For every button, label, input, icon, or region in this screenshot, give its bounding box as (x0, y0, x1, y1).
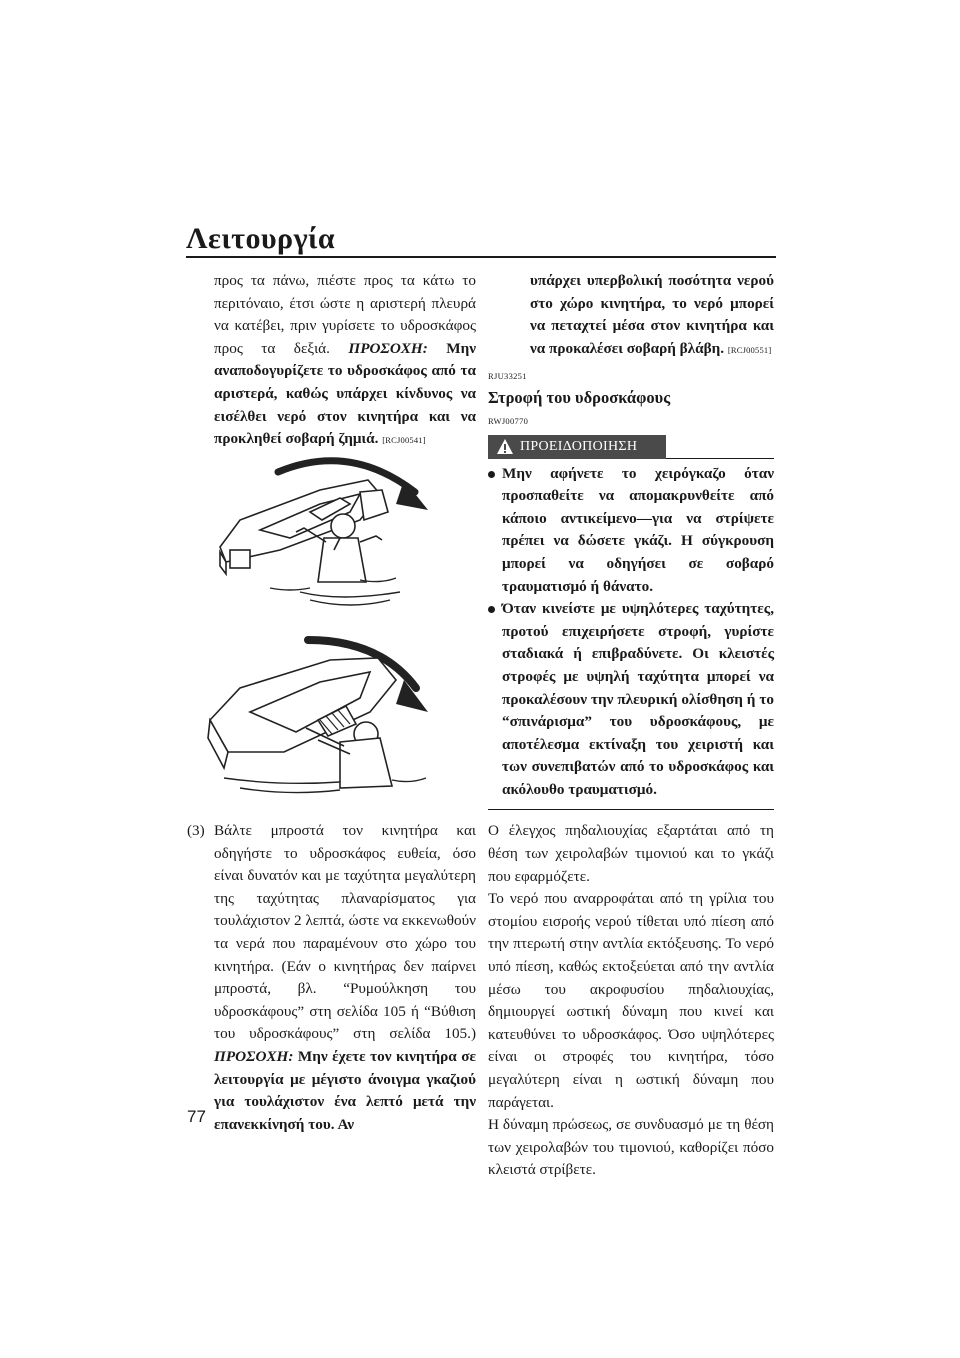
warning-code: RWJ00770 (488, 415, 529, 426)
paragraph-capsize (214, 270, 476, 452)
caution-label: ΠΡΟΣΟΧΗ: (214, 1047, 294, 1065)
page-title: Λειτουργία (186, 222, 336, 255)
caution-continuation-text: υπάρχει υπερβολική ποσότητα νερού στο χώρο κινητήρα, το νερό μπορεί να πεταχτεί μέσα στον κινητήρα και να προκαλέσει σοβαρή βλάβη. (530, 272, 774, 357)
step-number: (3) (187, 822, 205, 839)
step-normal-text: Βάλτε μπροστά τον κινητήρα και οδηγήστε το υδροσκάφος ευθεία, όσο είναι δυνατόν και με ταχύτητα μεγαλύτερη της ταχύτητας πλαναρίσματος για τουλάχιστον 2 λεπτά, ώστε να εκκενωθούν τα νερά που παραμένουν στο χώρο του κινητήρα. (Εάν ο κινητήρας δεν παίρνει μπροστά, βλ. “Ρυμούλκηση του υδροσκάφους” στη σελίδα 105 ή “Βύθιση του υδροσκάφους” στη σελίδα 105.) (214, 822, 476, 1043)
caution-text: Μην έχετε τον κινητήρα σε λειτουργία με μέγιστο άνοιγμα γκαζιού για τουλάχιστον ένα λεπτό μετά την επανεκκίνησή του. Αν (214, 1047, 476, 1133)
left-column-text (214, 270, 476, 452)
paragraph-normal-text: προς τα πάνω, πιέστε προς τα κάτω το περιτόναιο, έτσι ώστε η αριστερή πλευρά να κατέβει, πριν γυρίσετε το υδροσκάφος προς τα δεξιά. (214, 272, 476, 357)
reference-code: [RCJ00551] (727, 344, 772, 355)
warning-label: ΠΡΟΕΙΔΟΠΟΙΗΣΗ (520, 438, 638, 454)
warning-rule (666, 458, 774, 459)
warning-end-rule (488, 809, 774, 810)
warning-list (488, 463, 774, 802)
warning-triangle-icon (496, 438, 514, 455)
caution-text: Μην αναποδογυρίζετε το υδροσκάφος από τα αριστερά, καθώς υπάρχει κίνδυνος να εισέλθει νερό στον κινητήρα και να προκληθεί σοβαρή ζημιά. (214, 339, 476, 448)
right-column-text (488, 270, 774, 1182)
caution-label: ΠΡΟΣΟΧΗ: (348, 339, 428, 357)
reference-code: [RCJ00541] (382, 435, 426, 446)
warning-header (488, 435, 774, 459)
illustration-righting-watercraft-2 (200, 628, 440, 800)
caution-continuation (488, 270, 774, 361)
step-3-text (214, 820, 476, 1136)
section-title: Στροφή του υδροσκάφους (488, 387, 671, 407)
section-code: RJU33251 (488, 371, 527, 382)
illustration-righting-watercraft-1 (200, 442, 440, 612)
paragraph-steering-control: Ο έλεγχος πηδαλιουχίας εξαρτάται από τη θέση των χειρολαβών τιμονιού και το γκάζι που εφαρμόζετε. (488, 822, 774, 885)
paragraph-jet-pump: Το νερό που αναρροφάται από τη γρίλια του στομίου εισροής νερού τίθεται υπό πίεση από την πτερωτή στην αντλία εκτόξευσης. Το νερό υπό πίεση, καθώς εκτοξεύεται από την αντλία μέσω του ακροφυσίου πηδαλιουχίας, δημιουργεί ωστική δύναμη που κινεί και κατευθύνει το υδροσκάφος. Όσο υψηλότερες είναι οι στροφές του κινητήρα, τόσο μεγαλύτερη είναι η ωστική δύναμη που παράγεται. (488, 890, 774, 1111)
title-rule (186, 256, 776, 258)
warning-label-box (488, 435, 666, 459)
warning-item: Μην αφήνετε το χειρόγκαζο όταν προσπαθείτε να απομακρυνθείτε από κάποιο αντικείμενο—για να στρίψετε πρέπει να δώσετε γκάζι. Η σύγκρουση μπορεί να οδηγήσει σε σοβαρό τραυματισμό ή θάνατο. (488, 463, 774, 599)
page-number: 77 (187, 1107, 206, 1126)
warning-item: Όταν κινείστε με υψηλότερες ταχύτητες, προτού επιχειρήσετε στροφή, γυρίστε σταδιακά ή επιβραδύνετε. Οι κλειστές στροφές με υψηλή ταχύτητα μπορεί να προκαλέσουν την πλευρική ολίσθηση ή το “σπινάρισμα” του υδροσκάφους, με αποτέλεσμα εκτίναξη του χειριστή και των συνεπιβατών από το υδροσκάφος και ακόλουθο τραυματισμό. (488, 598, 774, 801)
paragraph-thrust: Η δύναμη πρώσεως, σε συνδυασμό με τη θέση των χειρολαβών του τιμονιού, καθορίζει πόσο κλειστά στρίβετε. (488, 1116, 774, 1179)
